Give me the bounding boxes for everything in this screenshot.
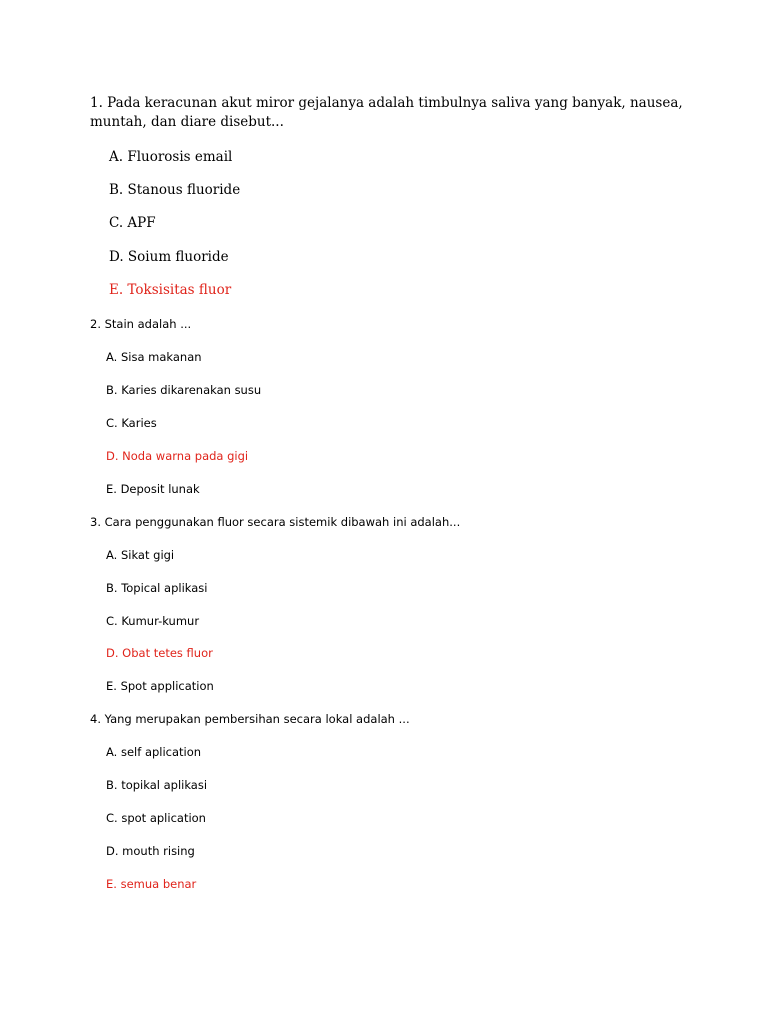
question-3-text: 3. Cara penggunakan fluor secara sistemik dibawah ini adalah...	[90, 515, 461, 529]
option-4e-correct: E. semua benar	[106, 877, 197, 891]
option-4c: C. spot aplication	[106, 811, 206, 825]
option-4b: B. topikal aplikasi	[106, 778, 208, 792]
option-3a: A. Sikat gigi	[106, 548, 175, 562]
option-1b: B. Stanous fluoride	[109, 182, 241, 198]
option-3d-correct: D. Obat tetes fluor	[106, 646, 213, 660]
option-2b: B. Karies dikarenakan susu	[106, 383, 262, 397]
option-2a: A. Sisa makanan	[106, 350, 202, 364]
question-1-text: 1. Pada keracunan akut miror gejalanya adalah timbulnya saliva yang banyak, nausea, muntah, dan diare disebut...	[90, 95, 683, 130]
option-2e: E. Deposit lunak	[106, 482, 200, 496]
option-1d: D. Soium fluoride	[109, 249, 229, 265]
option-2c: C. Karies	[106, 416, 157, 430]
option-1a: A. Fluorosis email	[109, 149, 233, 165]
option-1e-correct: E. Toksisitas fluor	[109, 282, 232, 298]
option-3e: E. Spot application	[106, 679, 214, 693]
question-2-text: 2. Stain adalah ...	[90, 317, 192, 331]
option-4a: A. self aplication	[106, 745, 202, 759]
question-4-text: 4. Yang merupakan pembersihan secara lokal adalah ...	[90, 712, 410, 726]
option-1c: C. APF	[109, 215, 156, 231]
option-3c: C. Kumur-kumur	[106, 614, 200, 628]
option-2d-correct: D. Noda warna pada gigi	[106, 449, 249, 463]
option-4d: D. mouth rising	[106, 844, 195, 858]
option-3b: B. Topical aplikasi	[106, 581, 208, 595]
